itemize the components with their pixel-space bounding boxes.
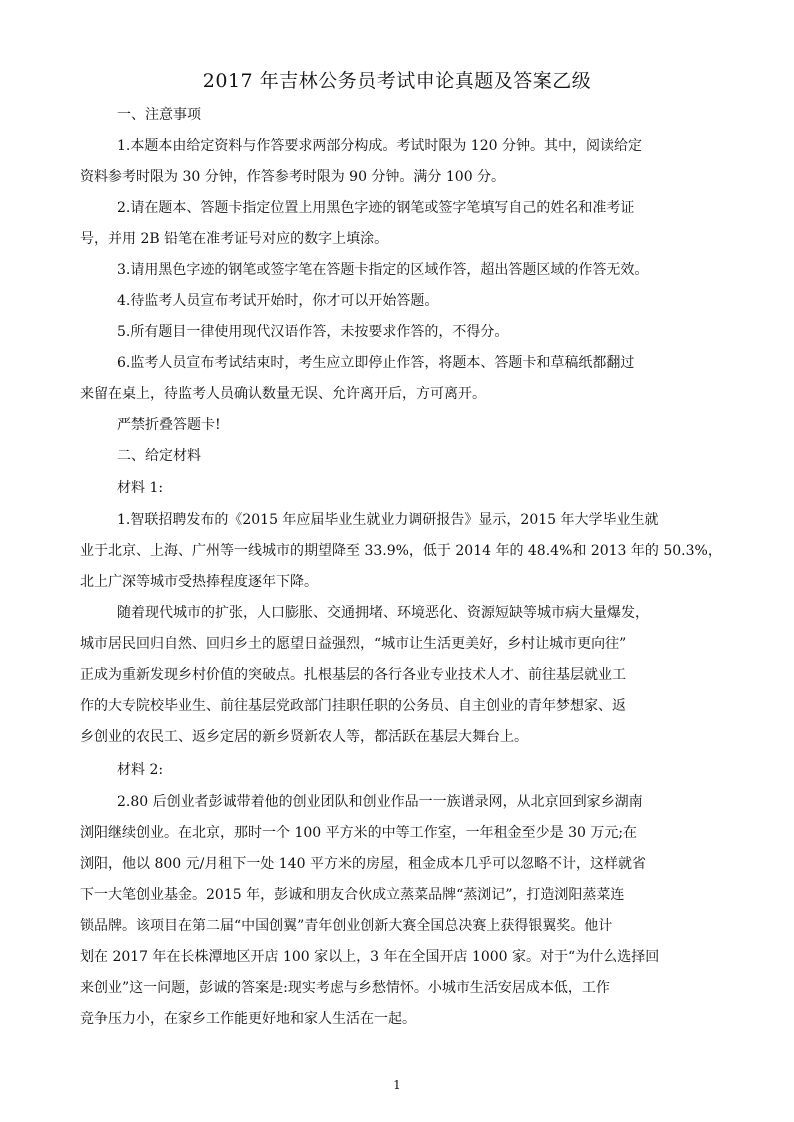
warning-line: 严禁折叠答题卡! — [117, 417, 221, 433]
text-line: 作的大专院校毕业生、前往基层党政部门挂职任职的公务员、自主创业的青年梦想家、返 — [80, 698, 626, 714]
text-line: 划在 2017 年在长株潭地区开店 100 家以上，3 年在全国开店 1000 家。对于“为什么选择回 — [80, 949, 660, 965]
text-line: 4.待监考人员宣布考试开始时，你才可以开始答题。 — [117, 293, 439, 309]
text-line: 锁品牌。该项目在第二届“中国创翼”青年创业创新大赛全国总决赛上获得银翼奖。他计 — [80, 918, 613, 934]
text-line: 1.智联招聘发布的《2015 年应届毕业生就业力调研报告》显示，2015 年大学毕业生就 — [117, 512, 659, 528]
section-heading-materials: 二、给定材料 — [117, 448, 201, 464]
text-line: 2.80 后创业者彭诚带着他的创业团队和创业作品一一族谱录网，从北京回到家乡湖南 — [117, 794, 643, 810]
page-number: 1 — [393, 1078, 401, 1092]
text-line: 竞争压力小，在家乡工作能更好地和家人生活在一起。 — [80, 1011, 416, 1027]
section-heading-notice: 一、注意事项 — [117, 107, 201, 123]
text-line: 正成为重新发现乡村价值的突破点。扎根基层的各行各业专业技术人才、前往基层就业工 — [80, 667, 626, 683]
text-line: 号，并用 2B 铅笔在准考证号对应的数字上填涂。 — [80, 231, 389, 247]
text-line: 来创业”这一问题，彭诚的答案是:现实考虑与乡愁情怀。小城市生活安居成本低，工作 — [80, 980, 610, 996]
text-line: 浏阳继续创业。在北京，那时一个 100 平方米的中等工作室，一年租金至少是 30 万元;在 — [80, 825, 638, 841]
text-line: 浏阳，他以 800 元/月租下一处 140 平方米的房屋，租金成本几乎可以忽略不计，这样就省 — [80, 856, 646, 872]
material-heading-1: 材料 1: — [117, 480, 164, 496]
text-line: 6.监考人员宣布考试结束时，考生应立即停止作答，将题本、答题卡和草稿纸都翻过 — [117, 355, 635, 371]
text-line: 乡创业的农民工、返乡定居的新乡贤新农人等，都活跃在基层大舞台上。 — [80, 729, 528, 745]
text-line: 业于北京、上海、广州等一线城市的期望降至 33.9%，低于 2014 年的 48.4%和 2013 年的 50.3%， — [80, 543, 722, 559]
text-line: 1.本题本由给定资料与作答要求两部分构成。考试时限为 120 分钟。其中，阅读给定 — [117, 138, 642, 154]
text-line: 2.请在题本、答题卡指定位置上用黑色字迹的钢笔或签字笔填写自己的姓名和准考证 — [117, 200, 635, 216]
document-title: 2017 年吉林公务员考试申论真题及答案乙级 — [202, 70, 592, 92]
text-line: 来留在桌上，待监考人员确认数量无误、允许离开后，方可离开。 — [80, 386, 486, 402]
text-line: 5.所有题目一律使用现代汉语作答，未按要求作答的，不得分。 — [117, 324, 509, 340]
text-line: 3.请用黑色字迹的钢笔或签字笔在答题卡指定的区域作答，超出答题区域的作答无效。 — [117, 262, 649, 278]
text-line: 随着现代城市的扩张，人口膨胀、交通拥堵、环境恶化、资源短缺等城市病大量爆发， — [117, 605, 649, 621]
material-heading-2: 材料 2: — [117, 762, 164, 778]
text-line: 城市居民回归自然、回归乡土的愿望日益强烈，“城市让生活更美好，乡村让城市更向往” — [80, 636, 627, 652]
text-line: 资料参考时限为 30 分钟，作答参考时限为 90 分钟。满分 100 分。 — [80, 169, 506, 185]
text-line: 下一大笔创业基金。2015 年，彭诚和朋友合伙成立蒸菜品牌“蒸浏记”，打造浏阳蒸菜连 — [80, 887, 625, 903]
text-line: 北上广深等城市受热捧程度逐年下降。 — [80, 574, 318, 590]
